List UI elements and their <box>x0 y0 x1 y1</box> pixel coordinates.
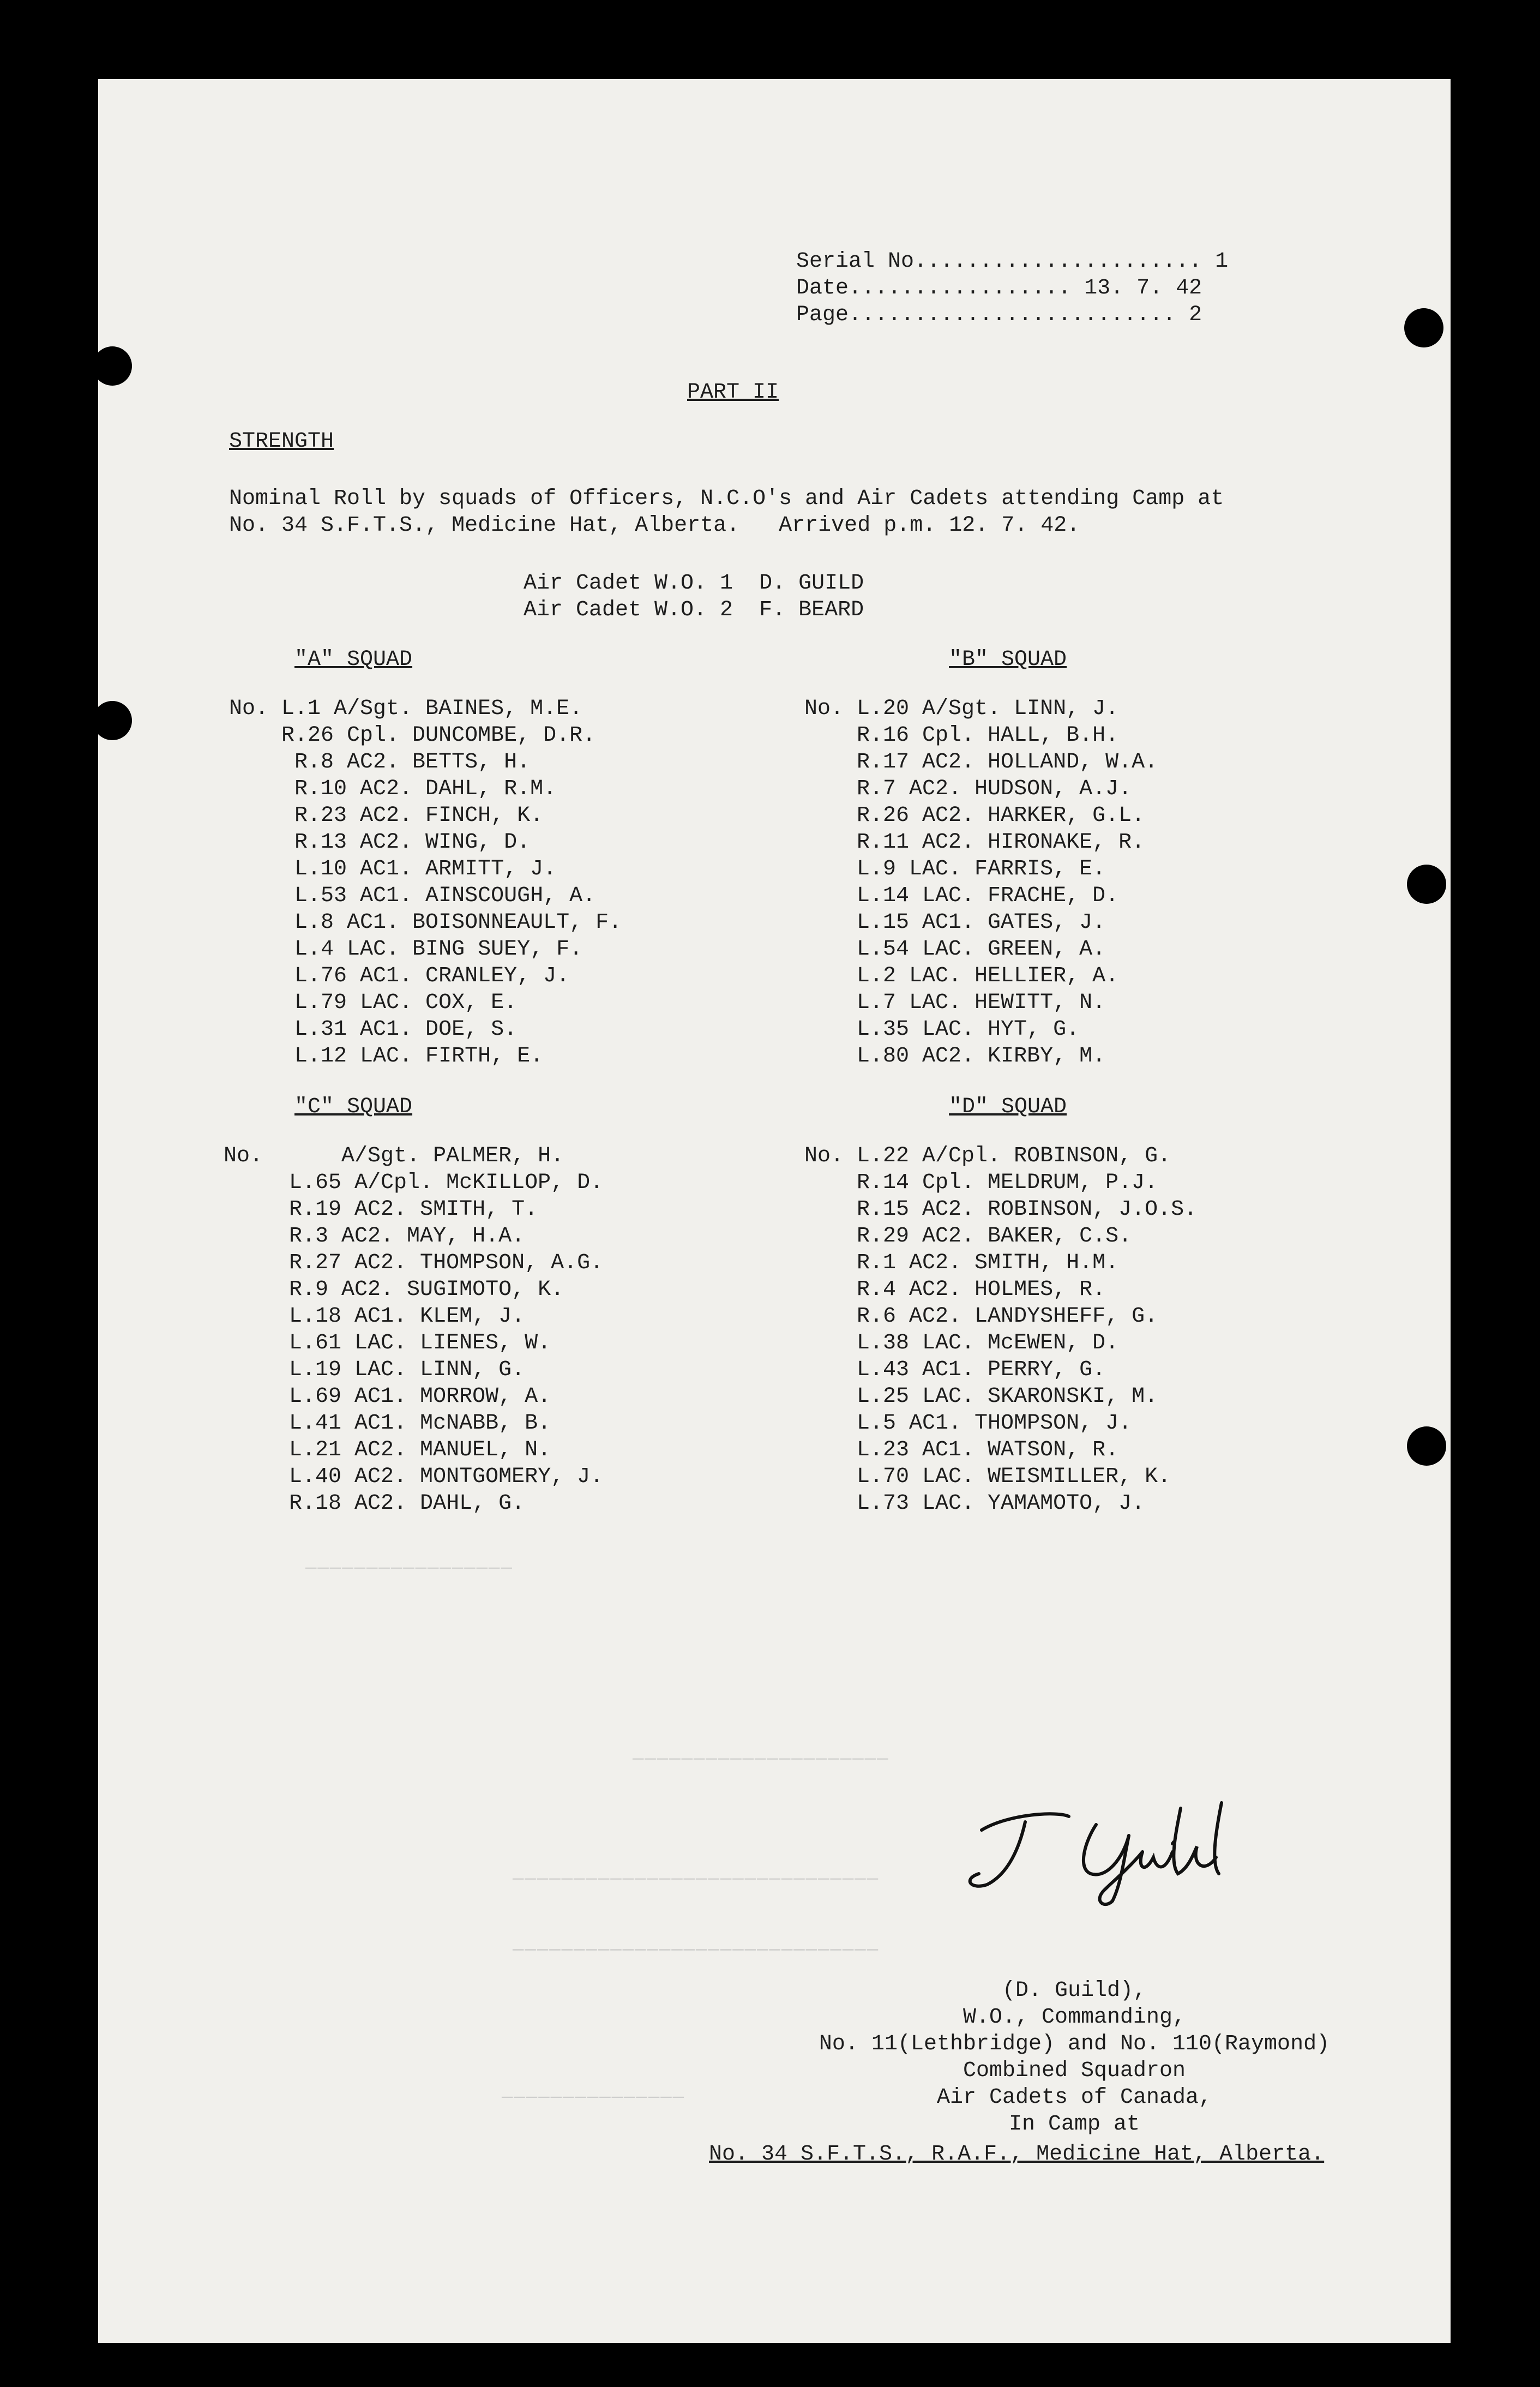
list-item: L.5 AC1. THOMPSON, J. <box>804 1411 1132 1436</box>
list-item: L.43 AC1. PERRY, G. <box>804 1358 1106 1382</box>
date-line: Date................. 13. 7. 42 <box>796 276 1202 301</box>
list-item: L.4 LAC. BING SUEY, F. <box>229 937 583 962</box>
squad-c-title: "C" SQUAD <box>294 1095 413 1119</box>
list-item: R.17 AC2. HOLLAND, W.A. <box>804 750 1158 775</box>
bleed-through-text: ______________________________ <box>513 1863 880 1884</box>
page-number: Page......................... 2 <box>796 303 1202 327</box>
list-item: L.73 LAC. YAMAMOTO, J. <box>804 1491 1145 1516</box>
binder-hole <box>1407 865 1446 904</box>
list-item: R.11 AC2. HIRONAKE, R. <box>804 830 1145 855</box>
binder-hole <box>93 701 132 740</box>
list-item: R.1 AC2. SMITH, H.M. <box>804 1251 1119 1275</box>
list-item: L.8 AC1. BOISONNEAULT, F. <box>229 910 622 935</box>
part-title: PART II <box>687 380 779 405</box>
list-item: L.40 AC2. MONTGOMERY, J. <box>224 1465 604 1489</box>
squad-a-title: "A" SQUAD <box>294 647 413 672</box>
list-item: L.69 AC1. MORROW, A. <box>224 1384 551 1409</box>
bleed-through-text: _________________ <box>305 1552 513 1573</box>
list-item: R.27 AC2. THOMPSON, A.G. <box>224 1251 604 1275</box>
list-item: L.38 LAC. McEWEN, D. <box>804 1331 1119 1356</box>
list-item: L.18 AC1. KLEM, J. <box>224 1304 525 1329</box>
list-item: L.12 LAC. FIRTH, E. <box>229 1044 544 1069</box>
list-item: R.15 AC2. ROBINSON, J.O.S. <box>804 1197 1198 1222</box>
warrant-officer-1: Air Cadet W.O. 1 D. GUILD <box>524 571 864 596</box>
warrant-officer-2: Air Cadet W.O. 2 F. BEARD <box>524 598 864 622</box>
list-item: No. L.22 A/Cpl. ROBINSON, G. <box>804 1144 1171 1168</box>
squad-d-title: "D" SQUAD <box>949 1095 1067 1119</box>
handwritten-signature <box>949 1792 1232 1912</box>
list-item: R.13 AC2. WING, D. <box>229 830 531 855</box>
list-item: No. L.20 A/Sgt. LINN, J. <box>804 697 1119 721</box>
list-item: L.19 LAC. LINN, G. <box>224 1358 525 1382</box>
list-item: L.65 A/Cpl. McKILLOP, D. <box>224 1171 604 1195</box>
list-item: L.35 LAC. HYT, G. <box>804 1017 1080 1042</box>
bleed-through-text: _______________ <box>502 2081 685 2102</box>
list-item: R.6 AC2. LANDYSHEFF, G. <box>804 1304 1158 1329</box>
list-item: L.2 LAC. HELLIER, A. <box>804 964 1119 988</box>
intro-line-1: Nominal Roll by squads of Officers, N.C.O's and Air Cadets attending Camp at <box>229 487 1224 511</box>
list-item: L.54 LAC. GREEN, A. <box>804 937 1106 962</box>
intro-line-2: No. 34 S.F.T.S., Medicine Hat, Alberta. Arrived p.m. 12. 7. 42. <box>229 513 1080 538</box>
list-item: R.7 AC2. HUDSON, A.J. <box>804 777 1132 801</box>
list-item: L.79 LAC. COX, E. <box>229 991 518 1015</box>
signature-location: No. 34 S.F.T.S., R.A.F., Medicine Hat, Alberta. <box>709 2142 1325 2167</box>
list-item: R.3 AC2. MAY, H.A. <box>224 1224 525 1249</box>
list-item: R.10 AC2. DAHL, R.M. <box>229 777 557 801</box>
list-item: R.29 AC2. BAKER, C.S. <box>804 1224 1132 1249</box>
signature-camp: In Camp at <box>1008 2112 1140 2137</box>
list-item: L.80 AC2. KIRBY, M. <box>804 1044 1106 1069</box>
list-item: L.76 AC1. CRANLEY, J. <box>229 964 570 988</box>
list-item: R.16 Cpl. HALL, B.H. <box>804 723 1119 748</box>
binder-hole <box>93 346 132 386</box>
list-item: R.18 AC2. DAHL, G. <box>224 1491 525 1516</box>
list-item: L.53 AC1. AINSCOUGH, A. <box>229 884 596 908</box>
signature-name: (D. Guild), <box>1002 1978 1147 2003</box>
list-item: L.61 LAC. LIENES, W. <box>224 1331 551 1356</box>
list-item: L.31 AC1. DOE, S. <box>229 1017 518 1042</box>
list-item: L.70 LAC. WEISMILLER, K. <box>804 1465 1171 1489</box>
list-item: R.23 AC2. FINCH, K. <box>229 803 544 828</box>
binder-hole <box>1407 1426 1446 1466</box>
list-item: L.14 LAC. FRACHE, D. <box>804 884 1119 908</box>
list-item: R.26 Cpl. DUNCOMBE, D.R. <box>229 723 596 748</box>
list-item: L.21 AC2. MANUEL, N. <box>224 1438 551 1462</box>
bleed-through-text: _____________________ <box>633 1743 889 1764</box>
list-item: R.26 AC2. HARKER, G.L. <box>804 803 1145 828</box>
list-item: R.8 AC2. BETTS, H. <box>229 750 531 775</box>
list-item: L.23 AC1. WATSON, R. <box>804 1438 1119 1462</box>
signature-unit: No. 11(Lethbridge) and No. 110(Raymond) <box>819 2032 1330 2056</box>
section-title: STRENGTH <box>229 429 334 454</box>
list-item: R.14 Cpl. MELDRUM, P.J. <box>804 1171 1158 1195</box>
squad-b-title: "B" SQUAD <box>949 647 1067 672</box>
list-item: L.10 AC1. ARMITT, J. <box>229 857 557 881</box>
list-item: L.7 LAC. HEWITT, N. <box>804 991 1106 1015</box>
list-item: L.15 AC1. GATES, J. <box>804 910 1106 935</box>
list-item: R.4 AC2. HOLMES, R. <box>804 1278 1106 1302</box>
document-page <box>98 79 1451 2343</box>
list-item: R.9 AC2. SUGIMOTO, K. <box>224 1278 564 1302</box>
list-item: L.41 AC1. McNABB, B. <box>224 1411 551 1436</box>
list-item: L.25 LAC. SKARONSKI, M. <box>804 1384 1158 1409</box>
bleed-through-text: ______________________________ <box>513 1934 880 1954</box>
list-item: No. L.1 A/Sgt. BAINES, M.E. <box>229 697 583 721</box>
signature-rank: W.O., Commanding, <box>962 2005 1186 2030</box>
signature-organization: Air Cadets of Canada, <box>936 2085 1212 2110</box>
list-item: L.9 LAC. FARRIS, E. <box>804 857 1106 881</box>
binder-hole <box>1404 308 1443 347</box>
list-item: R.19 AC2. SMITH, T. <box>224 1197 538 1222</box>
list-item: No. A/Sgt. PALMER, H. <box>224 1144 564 1168</box>
signature-squadron: Combined Squadron <box>962 2059 1186 2083</box>
serial-number: Serial No...................... 1 <box>796 249 1229 274</box>
